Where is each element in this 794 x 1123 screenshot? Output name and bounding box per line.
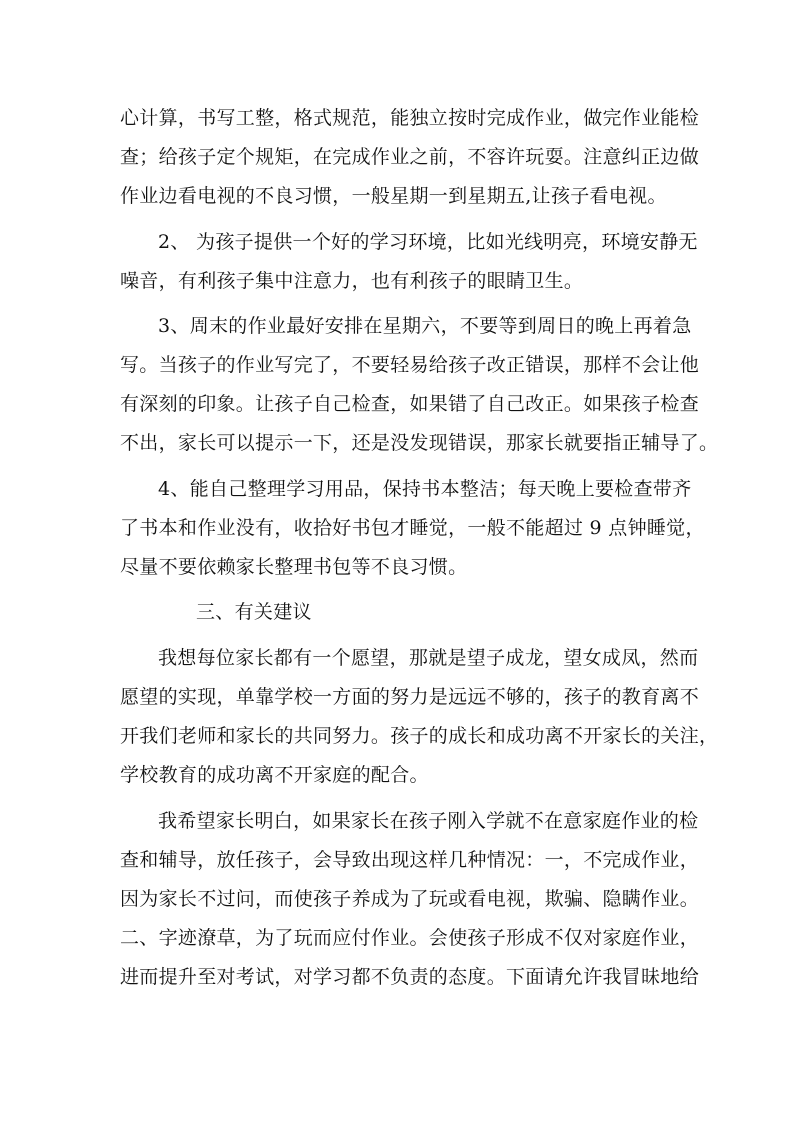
list-item-2-line: 2、 为孩子提供一个好的学习环境，比如光线明亮，环境安静无 — [158, 231, 698, 253]
paragraph-line: 因为家长不过问，而使孩子养成为了玩或看电视，欺骗、隐瞒作业。 — [120, 888, 700, 910]
paragraph-line: 尽量不要依赖家长整理书包等不良习惯。 — [120, 556, 468, 578]
paragraph-line: 开我们老师和家长的共同努力。孩子的成长和成功离不开家长的关注， — [120, 725, 719, 747]
paragraph-line: 噪音，有利孩子集中注意力，也有利孩子的眼睛卫生。 — [120, 270, 584, 292]
paragraph-line: 查；给孩子定个规矩，在完成作业之前，不容许玩耍。注意纠正边做 — [120, 146, 700, 168]
paragraph-line: 查和辅导，放任孩子，会导致出现这样几种情况：一，不完成作业， — [120, 849, 700, 871]
paragraph-line: 作业边看电视的不良习惯，一般星期一到星期五,让孩子看电视。 — [120, 185, 667, 207]
paragraph-line: 写。当孩子的作业写完了，不要轻易给孩子改正错误，那样不会让他 — [120, 354, 700, 376]
paragraph-line: 二、字迹潦草，为了玩而应付作业。会使孩子形成不仅对家庭作业， — [120, 927, 700, 949]
paragraph-line: 学校教育的成功离不开家庭的配合。 — [120, 764, 429, 786]
list-item-4-line: 4、能自己整理学习用品，保持书本整洁；每天晚上要检查带齐 — [158, 478, 692, 500]
paragraph-line: 我希望家长明白，如果家长在孩子刚入学就不在意家庭作业的检 — [158, 810, 699, 832]
section-heading: 三、有关建议 — [196, 601, 312, 623]
paragraph-line: 进而提升至对考试，对学习都不负责的态度。下面请允许我冒昧地给 — [120, 966, 700, 988]
list-item-3-line: 3、周末的作业最好安排在星期六，不要等到周日的晚上再着急 — [158, 315, 692, 337]
paragraph-line: 愿望的实现，单靠学校一方面的努力是远远不够的，孩子的教育离不 — [120, 686, 700, 708]
paragraph-line: 有深刻的印象。让孩子自己检查，如果错了自己改正。如果孩子检查 — [120, 393, 700, 415]
paragraph-line: 心计算，书写工整，格式规范，能独立按时完成作业，做完作业能检 — [120, 107, 700, 129]
paragraph-line: 我想每位家长都有一个愿望，那就是望子成龙，望女成凤，然而 — [158, 647, 699, 669]
paragraph-line: 了书本和作业没有，收拾好书包才睡觉，一般不能超过 9 点钟睡觉， — [120, 517, 705, 539]
paragraph-line: 不出，家长可以提示一下，还是没发现错误，那家长就要指正辅导了。 — [120, 432, 719, 454]
